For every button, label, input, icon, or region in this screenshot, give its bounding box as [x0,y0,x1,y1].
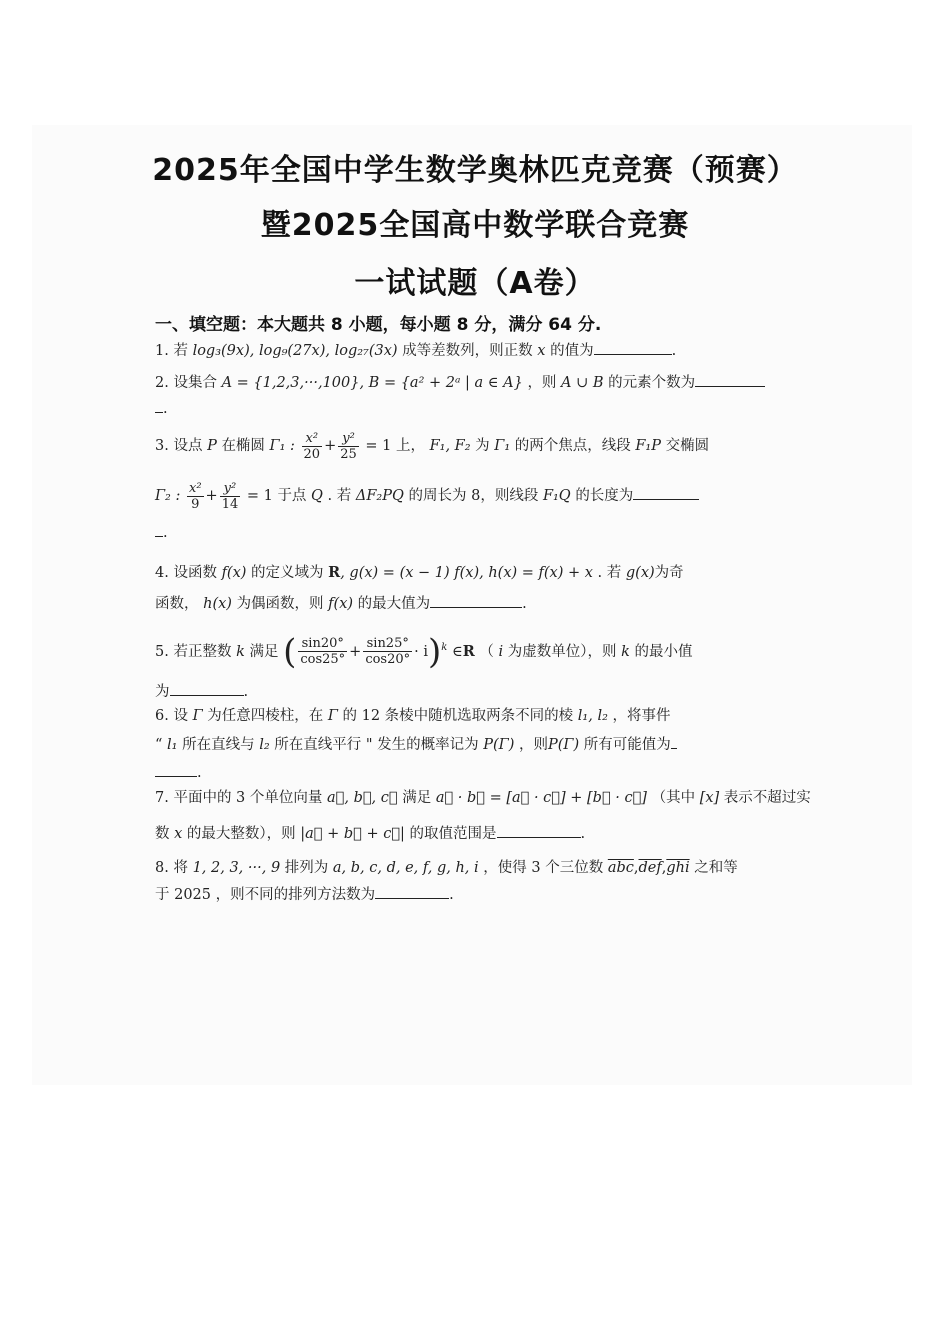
question-number: 6. 设 [155,708,188,724]
answer-blank [375,884,449,899]
question-3-cont [155,478,815,514]
fraction-denominator: 25 [340,446,357,462]
math-operator: + [349,643,362,660]
math-expression: f(x) [328,596,354,612]
math-var: i [498,643,504,660]
math-expression: = 1 [246,488,273,504]
question-7-cont [155,823,815,844]
question-text: 为偶函数，则 [236,596,324,612]
math-expression: P(Γ) [483,737,515,753]
math-expression: a, b, c, d, e, f, g, h, i [332,860,479,876]
question-text: 的长度为 [575,488,634,504]
answer-blank [155,398,163,413]
comma: , [633,860,639,876]
question-text: 上， [395,438,425,454]
question-text: 函数， [155,596,199,612]
answer-blank [155,522,163,537]
math-overline-number: $\overline{def}$ [638,860,662,876]
question-text: 的 12 条棱中随机选取两条不同的棱 [342,708,574,724]
question-text: ，将事件 [612,708,671,724]
question-text: 的最大整数），则 [186,826,296,842]
question-text: （ [479,643,494,660]
question-text: 表示不超过实 [723,790,811,806]
question-text: 的最小值 [634,643,693,660]
question-number: 3. 设点 [155,438,203,454]
fraction-denominator: 9 [191,496,200,512]
math-var: k [621,643,630,660]
question-6-cont [155,734,815,755]
question-text: 的两个焦点，线段 [514,438,631,454]
math-expression: A ∪ B [561,375,604,391]
math-overline-number: $\overline{ghi}$ [666,860,690,876]
fraction-denominator: 14 [221,496,239,512]
math-expression: 1, 2, 3, ···, 9 [192,860,281,876]
exam-subtitle: 暨2025全国高中数学联合竞赛 [260,208,690,243]
question-text: 之和等 [694,860,738,876]
math-expression: f(x) [221,565,247,581]
math-operator: + [324,438,337,454]
math-expression: ΔF₂PQ [355,488,404,504]
answer-blank [671,734,677,749]
paper-title: 一试试题（A卷） [354,266,596,301]
question-number: 7. 平面中的 3 个单位向量 [155,790,323,806]
fraction-denominator: cos20° [365,652,411,668]
question-8 [155,858,815,878]
question-3-end [155,522,815,543]
answer-blank [695,372,765,387]
fraction [338,431,359,462]
period: . [163,525,168,541]
question-number: 5. 若正整数 [155,643,232,660]
math-set-symbol: R [462,642,475,660]
question-text: 于 2025 ，则不同的排列方法数为 [155,887,376,903]
comma: , [661,860,667,876]
question-text: ，使得 3 个三位数 [483,860,604,876]
math-var: x [174,826,183,842]
question-text: 为奇 [654,565,684,581]
period: . [580,826,586,842]
question-text: 为 [475,438,490,454]
period: . [671,343,677,359]
question-text: 的最大值为 [357,596,431,612]
question-text: 满足 [249,643,279,660]
quote-mark: “ [155,737,163,753]
period: . [449,887,454,903]
fraction-numerator: y² [220,481,241,497]
question-text: 的值为 [550,343,594,359]
fraction-numerator: sin20° [298,636,347,652]
question-number: 4. 设函数 [155,565,217,581]
question-1 [155,340,815,361]
math-expression: F₁P [635,438,662,454]
math-set-symbol: R [328,564,341,581]
period: . [197,765,202,781]
fraction-numerator: x² [188,480,202,496]
question-text: 为任意四棱柱，在 [207,708,324,724]
math-expression: = 1 [365,438,392,454]
math-expression: a⃗ · b⃗ = [a⃗ · c⃗] + [b⃗ · c⃗] [435,790,647,806]
question-6 [155,706,815,726]
math-expression: Γ₁ : [269,438,295,454]
period: . [243,684,249,700]
question-number: 8. 将 [155,860,188,876]
math-operator: + [205,488,218,504]
exam-title: 2025年全国中学生数学奥林匹克竞赛（预赛） [152,153,798,188]
question-4-cont [155,593,815,614]
fraction [220,481,241,512]
question-text: . 若 [597,565,622,581]
left-paren: ( [283,631,297,672]
math-var: Γ [327,708,338,724]
answer-blank [594,340,672,355]
math-var: k [236,643,245,660]
exponent: k [441,642,448,653]
math-expression: a⃗, b⃗, c⃗ [327,790,398,806]
math-operator: ∈ [451,643,463,660]
fraction-numerator: y² [338,431,359,447]
fraction-denominator: 20 [303,446,321,462]
question-8-cont [155,884,815,905]
math-expression: l₁, l₂ [577,708,608,724]
math-expression: [x] [699,790,720,806]
question-4 [155,563,815,583]
question-text: 排列为 [284,860,329,876]
question-text: 满足 [402,790,432,806]
math-expression: Γ₁ [494,438,511,454]
question-text: ，则 [527,375,557,391]
fraction-numerator: sin25° [363,636,412,652]
fraction [187,481,204,512]
answer-blank [633,485,699,500]
question-6-end [155,762,815,783]
question-text: 所有可能值为 [583,737,671,753]
math-expression: Γ₂ : [155,488,181,504]
math-expression: P(Γ) [548,737,580,753]
answer-blank [430,593,522,608]
question-text: 所在直线与 [182,737,255,753]
question-2-cont [155,398,815,419]
period: . [163,401,168,417]
math-var: P [207,438,217,454]
math-expression: F₁, F₂ [429,438,471,454]
question-7 [155,788,815,808]
fraction [298,636,347,667]
fraction [363,636,412,667]
math-expression: log₃(9x), log₉(27x), log₂₇(3x) [192,343,398,359]
question-text: 成等差数列，则正数 [402,343,533,359]
math-expression: |a⃗ + b⃗ + c⃗| [300,826,405,842]
math-var: x [537,343,546,359]
math-expression: A = {1,2,3,···,100}, B = {a² + 2ᵃ | a ∈ A} [221,375,523,391]
question-text: （其中 [651,790,696,806]
question-text: 于点 [277,488,307,504]
section-heading: 一、填空题：本大题共 8 小题，每小题 8 分，满分 64 分. [155,315,602,335]
question-text: 所在直线平行 " 发生的概率记为 [274,737,479,753]
math-var: l₁ [167,737,178,753]
question-text: 为 [155,684,170,700]
answer-blank [170,681,244,696]
right-paren: ) [428,631,442,672]
question-text: ，则 [519,737,549,753]
question-text: . 若 [327,488,352,504]
fraction-denominator: cos25° [300,652,346,668]
answer-blank [155,762,197,777]
math-expression: g(x) [625,565,655,581]
math-expression: F₁Q [542,488,571,504]
question-text: 在椭圆 [221,438,265,454]
question-5-cont [155,681,815,702]
math-expression: h(x) [203,596,232,612]
math-expression: , g(x) = (x − 1) f(x), h(x) = f(x) + x [340,565,593,581]
fraction-numerator: x² [302,431,323,447]
question-text: 的取值范围是 [409,826,497,842]
period: . [522,596,527,612]
question-text: 的元素个数为 [608,375,696,391]
question-text: 数 [155,826,170,842]
math-var: Q [311,488,323,504]
question-text: 交椭圆 [665,438,710,454]
math-overline-number: $\overline{abc}$ [607,860,634,876]
question-number: 2. 设集合 [155,375,217,391]
math-var: Γ [192,708,203,724]
question-text: 的周长为 8，则线段 [408,488,539,504]
question-number: 1. 若 [155,343,188,359]
question-2 [155,372,815,393]
question-3 [155,428,815,464]
question-text: 的定义域为 [251,565,324,581]
answer-blank [497,823,581,838]
math-var: l₂ [259,737,270,753]
fraction [302,431,323,462]
question-text: 为虚数单位），则 [507,643,617,660]
math-expression: · i [414,643,429,660]
question-5 [155,628,815,672]
